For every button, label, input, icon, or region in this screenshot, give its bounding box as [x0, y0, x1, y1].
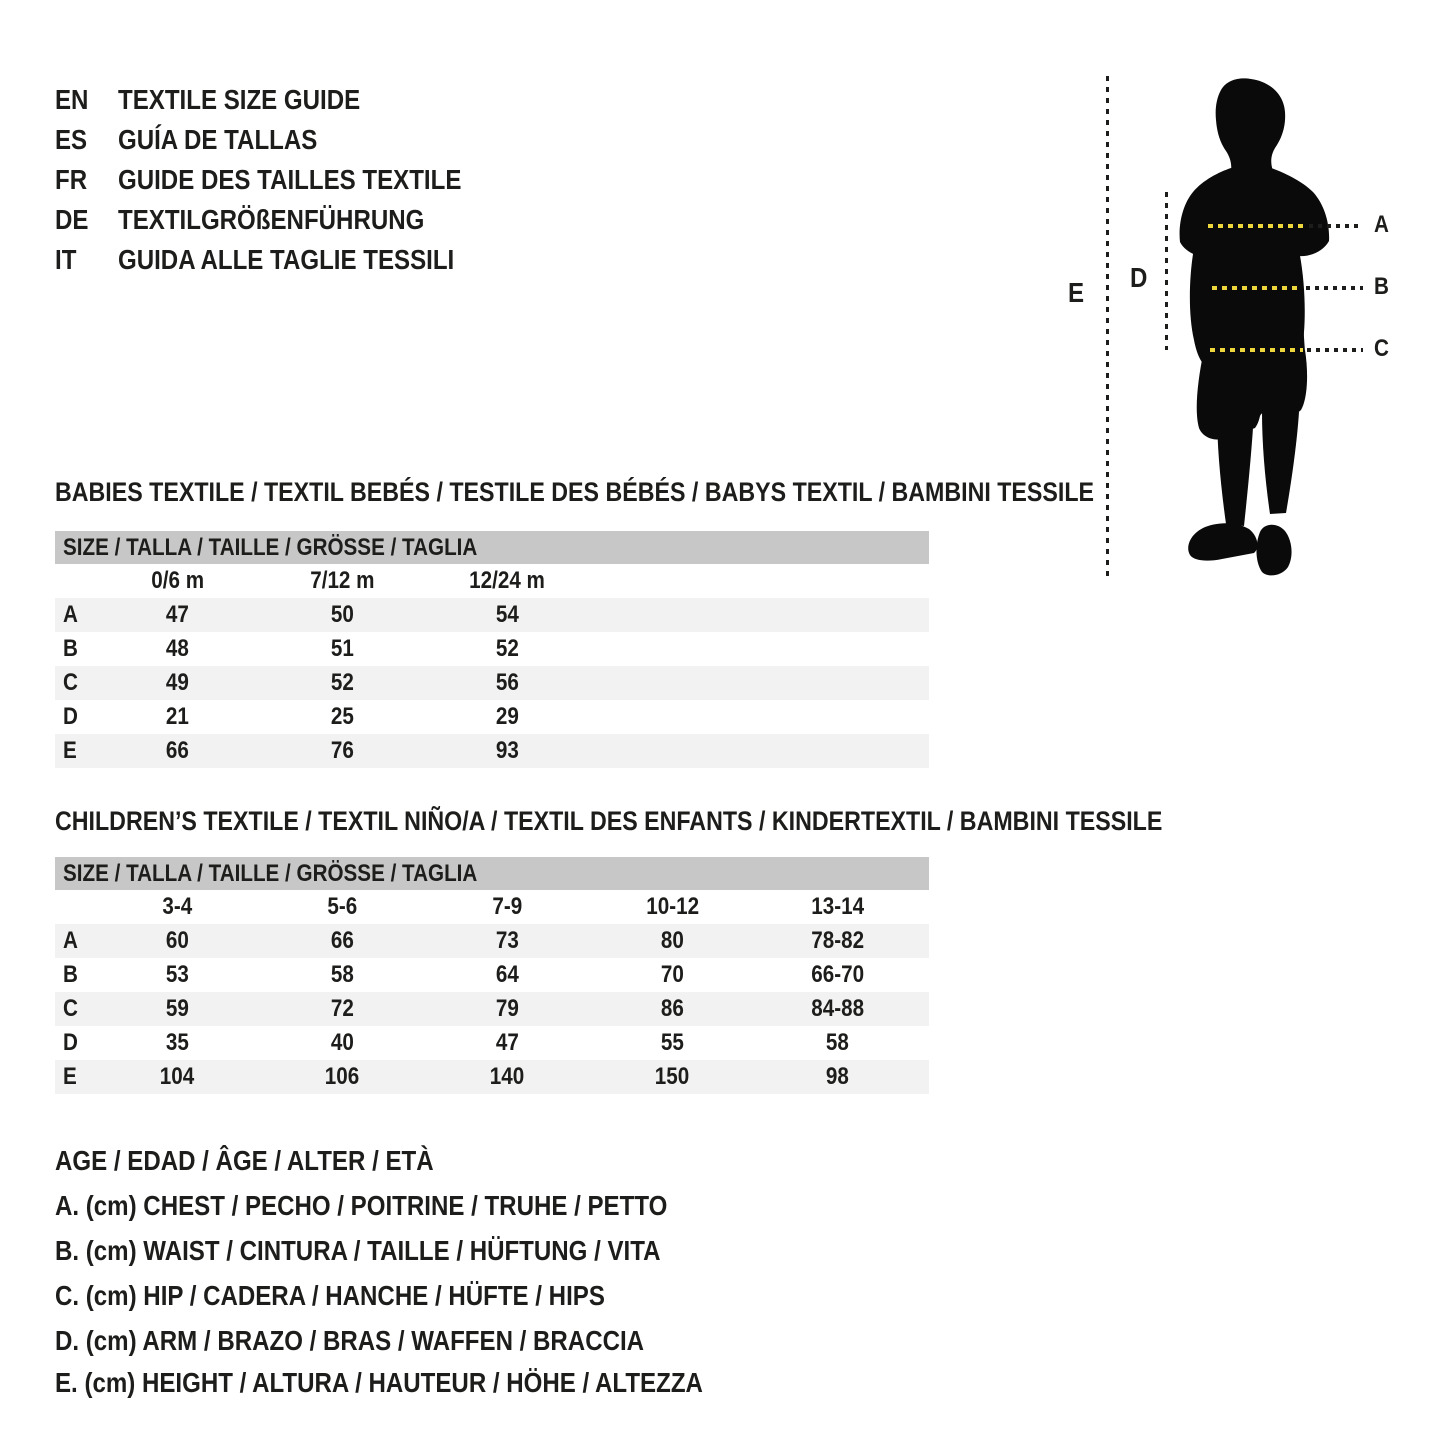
row-label: B: [63, 635, 78, 662]
header-line-en: [55, 86, 400, 116]
hip-dash-black-icon: [1307, 348, 1363, 352]
cell-value: 47: [496, 1029, 519, 1056]
age-column: 0/6 m: [151, 567, 204, 594]
cell-value: 64: [496, 961, 519, 988]
cell-value: 21: [166, 703, 189, 730]
lang-title: TEXTILGRÖßENFÜHRUNG: [118, 204, 425, 235]
table-row: [55, 734, 929, 768]
age-column: 5-6: [327, 893, 358, 920]
cell-value: 80: [661, 927, 684, 954]
cell-value: 25: [331, 703, 354, 730]
lang-title: GUIDA ALLE TAGLIE TESSILI: [118, 244, 455, 275]
cell-value: 73: [496, 927, 519, 954]
cell-value: 58: [331, 961, 354, 988]
row-label: A: [63, 927, 78, 954]
row-label: D: [63, 1029, 78, 1056]
measure-label-c: C: [1374, 335, 1389, 362]
header-line-fr: [55, 166, 517, 196]
legend-waist: B. (cm) WAIST / CINTURA / TAILLE / HÜFTUNG / VITA: [55, 1235, 661, 1266]
row-label: E: [63, 737, 77, 764]
header-line-es: [55, 126, 350, 156]
cell-value: 86: [661, 995, 684, 1022]
size-header-bar: SIZE / TALLA / TAILLE / GRÖSSE / TAGLIA: [55, 531, 929, 564]
legend-height: E. (cm) HEIGHT / ALTURA / HAUTEUR / HÖHE / ALTEZZA: [55, 1367, 703, 1398]
cell-value: 56: [496, 669, 519, 696]
cell-value: 84-88: [811, 995, 864, 1022]
lang-code: IT: [55, 244, 77, 275]
cell-value: 35: [166, 1029, 189, 1056]
table-row: [55, 1026, 929, 1060]
table-row: [55, 992, 929, 1026]
lang-code: ES: [55, 124, 88, 155]
header-line-de: [55, 206, 474, 236]
row-label: C: [63, 995, 78, 1022]
hip-dash-yellow-icon: [1210, 348, 1303, 352]
cell-value: 66: [166, 737, 189, 764]
header-line-it: [55, 246, 509, 276]
table-row: [55, 924, 929, 958]
measure-label-d: D: [1130, 262, 1148, 293]
age-columns-row: [55, 564, 929, 598]
lang-title: GUIDE DES TAILLES TEXTILE: [118, 164, 462, 195]
table-row: [55, 632, 929, 666]
cell-value: 48: [166, 635, 189, 662]
lang-code: DE: [55, 204, 89, 235]
cell-value: 53: [166, 961, 189, 988]
table-row: [55, 666, 929, 700]
size-header-bar: SIZE / TALLA / TAILLE / GRÖSSE / TAGLIA: [55, 857, 929, 890]
table-row: [55, 958, 929, 992]
cell-value: 93: [496, 737, 519, 764]
row-label: C: [63, 669, 78, 696]
cell-value: 29: [496, 703, 519, 730]
row-label: A: [63, 601, 78, 628]
cell-value: 51: [331, 635, 354, 662]
row-label: B: [63, 961, 78, 988]
legend-age: AGE / EDAD / ÂGE / ALTER / ETÀ: [55, 1145, 434, 1176]
cell-value: 78-82: [811, 927, 864, 954]
children-section-title: CHILDREN’S TEXTILE / TEXTIL NIÑO/A / TEXTIL DES ENFANTS / KINDERTEXTIL / BAMBINI TESSILE: [55, 806, 1163, 836]
cell-value: 59: [166, 995, 189, 1022]
table-row: [55, 1060, 929, 1094]
cell-value: 106: [325, 1063, 360, 1090]
lang-title: TEXTILE SIZE GUIDE: [118, 84, 361, 115]
age-column: 7/12 m: [310, 567, 375, 594]
cell-value: 72: [331, 995, 354, 1022]
cell-value: 60: [166, 927, 189, 954]
cell-value: 104: [160, 1063, 195, 1090]
age-column: 12/24 m: [469, 567, 546, 594]
cell-value: 140: [490, 1063, 525, 1090]
cell-value: 52: [496, 635, 519, 662]
lang-code: EN: [55, 84, 89, 115]
row-label: D: [63, 703, 78, 730]
cell-value: 58: [826, 1029, 849, 1056]
legend-hip: C. (cm) HIP / CADERA / HANCHE / HÜFTE / HIPS: [55, 1280, 605, 1311]
age-column: 7-9: [492, 893, 523, 920]
children-size-table: [55, 857, 929, 1094]
babies-section-title: BABIES TEXTILE / TEXTIL BEBÉS / TESTILE DES BÉBÉS / BABYS TEXTIL / BAMBINI TESSILE: [55, 477, 1095, 507]
table-row: [55, 700, 929, 734]
age-columns-row: [55, 890, 929, 924]
age-column: 10-12: [646, 893, 699, 920]
measure-label-e: E: [1068, 277, 1085, 308]
cell-value: 50: [331, 601, 354, 628]
lang-code: FR: [55, 164, 88, 195]
cell-value: 49: [166, 669, 189, 696]
cell-value: 66: [331, 927, 354, 954]
babies-size-table: [55, 531, 929, 768]
waist-dash-black-icon: [1306, 286, 1363, 290]
cell-value: 79: [496, 995, 519, 1022]
cell-value: 98: [826, 1063, 849, 1090]
cell-value: 70: [661, 961, 684, 988]
chest-dash-yellow-icon: [1208, 224, 1304, 228]
arm-measure-line-d-icon: [1165, 192, 1168, 350]
cell-value: 52: [331, 669, 354, 696]
cell-value: 76: [331, 737, 354, 764]
waist-dash-yellow-icon: [1212, 286, 1302, 290]
age-column: 3-4: [162, 893, 193, 920]
cell-value: 54: [496, 601, 519, 628]
measure-label-a: A: [1374, 211, 1389, 238]
cell-value: 150: [655, 1063, 690, 1090]
cell-value: 47: [166, 601, 189, 628]
table-row: [55, 598, 929, 632]
row-label: E: [63, 1063, 77, 1090]
cell-value: 66-70: [811, 961, 864, 988]
lang-title: GUÍA DE TALLAS: [118, 124, 318, 155]
measure-label-b: B: [1374, 273, 1389, 300]
legend-chest: A. (cm) CHEST / PECHO / POITRINE / TRUHE / PETTO: [55, 1190, 668, 1221]
age-column: 13-14: [811, 893, 864, 920]
chest-dash-black-icon: [1309, 224, 1363, 228]
cell-value: 55: [661, 1029, 684, 1056]
legend-arm: D. (cm) ARM / BRAZO / BRAS / WAFFEN / BRACCIA: [55, 1325, 645, 1356]
cell-value: 40: [331, 1029, 354, 1056]
